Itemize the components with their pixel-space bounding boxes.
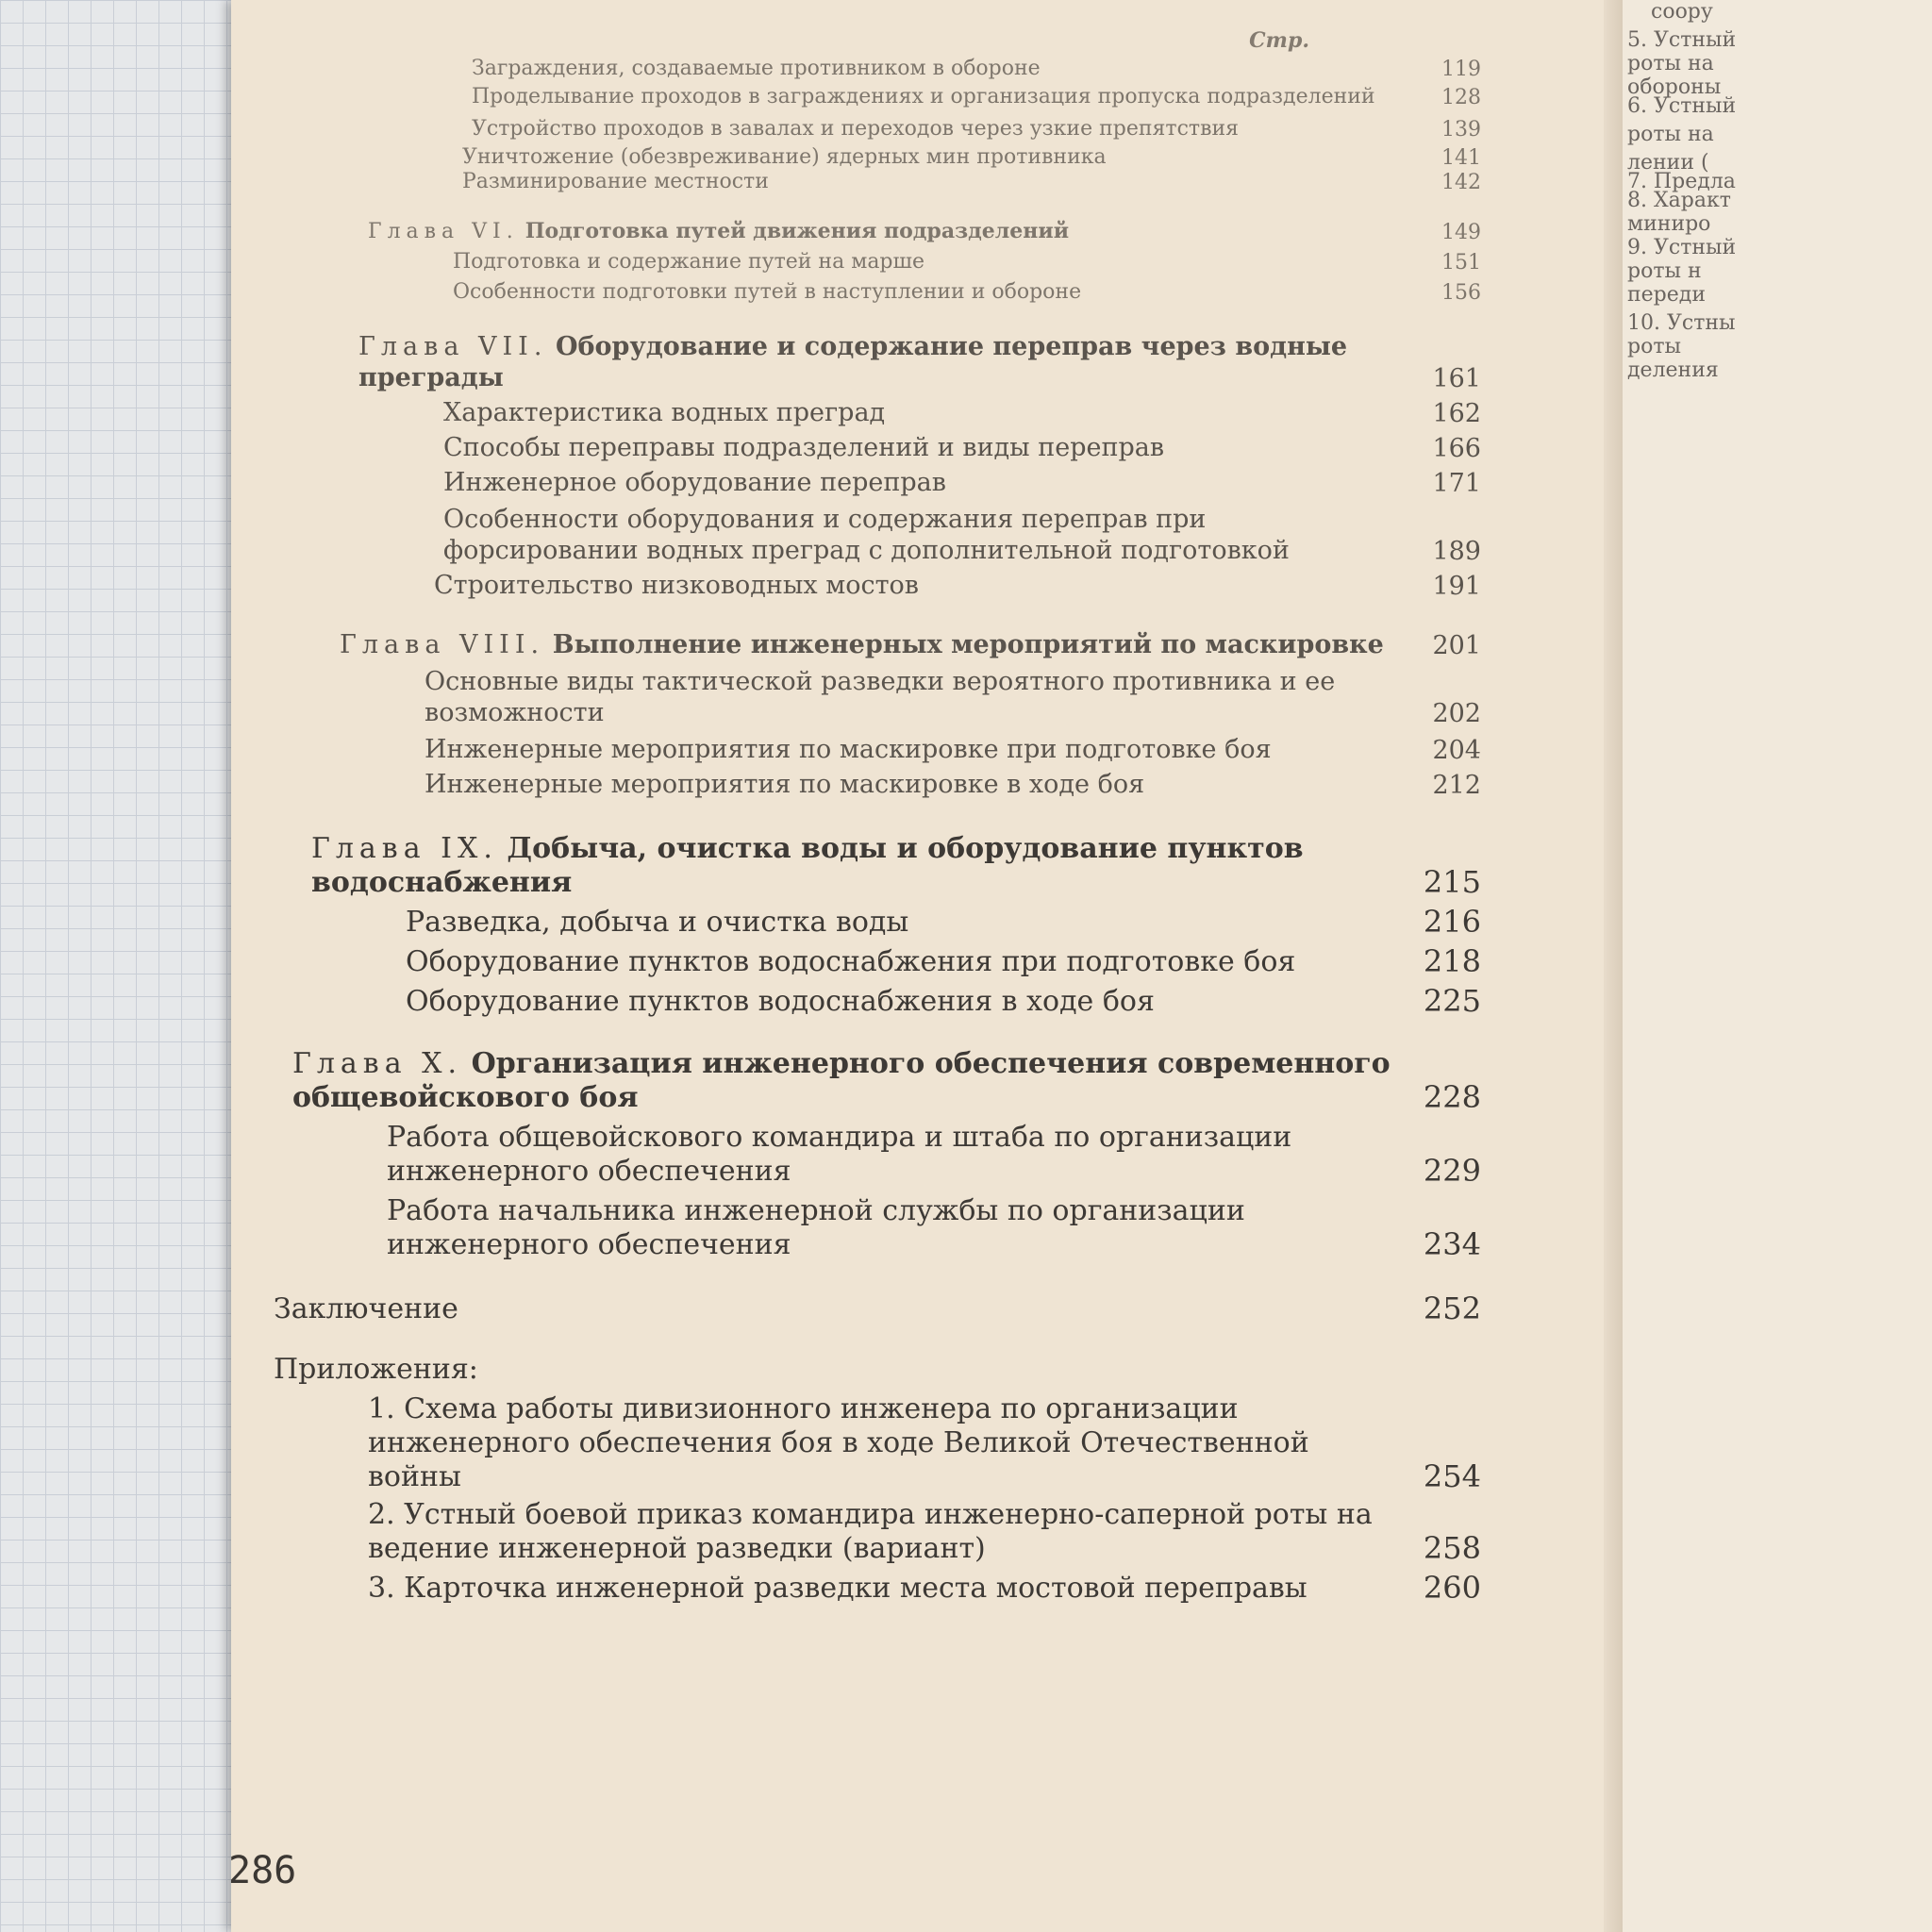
right-page-text: 10. Устны bbox=[1627, 311, 1736, 335]
right-page-text: роты на bbox=[1627, 123, 1714, 146]
toc-entry-text bbox=[453, 280, 1406, 305]
toc-entry-label: Строительство низководных мостов bbox=[434, 571, 919, 600]
right-page-text: деления bbox=[1627, 358, 1719, 382]
chapter-number: Глава VI. bbox=[368, 220, 519, 243]
toc-row bbox=[443, 504, 1481, 566]
right-page-text: лении ( bbox=[1627, 151, 1709, 175]
toc-entry-text bbox=[274, 1353, 1406, 1387]
chapter-title: Выполнение инженерных мероприятий по маскировке bbox=[552, 630, 1384, 659]
toc-entry-text bbox=[274, 1292, 1406, 1326]
toc-entry-text bbox=[387, 1121, 1406, 1189]
toc-entry-text bbox=[311, 832, 1406, 900]
toc-entry-text bbox=[472, 85, 1406, 109]
toc-page-number: 202 bbox=[1432, 699, 1481, 728]
toc-row bbox=[368, 1498, 1481, 1566]
toc-entry-text bbox=[462, 145, 1406, 170]
toc-entry-label: Оборудование пунктов водоснабжения в ходе боя bbox=[406, 985, 1155, 1018]
toc-row bbox=[462, 170, 1481, 194]
toc-row bbox=[406, 943, 1481, 979]
right-page-text: 9. Устный bbox=[1627, 236, 1737, 259]
toc-entry-label: Устройство проходов в завалах и переходов через узкие препятствия bbox=[472, 117, 1239, 141]
toc-entry-label: 2. Устный боевой приказ командира инженерно-саперной роты на ведение инженерной разведки (вариант) bbox=[368, 1498, 1373, 1565]
toc-entry-label: Разминирование местности bbox=[462, 170, 769, 193]
toc-page-number: 128 bbox=[1441, 86, 1481, 109]
right-page-text: переди bbox=[1627, 283, 1706, 307]
toc-entry-label: Характеристика водных преград bbox=[443, 398, 886, 427]
toc-row bbox=[434, 570, 1481, 601]
toc-chapter-row bbox=[358, 331, 1481, 393]
toc-entry-label: Уничтожение (обезвреживание) ядерных мин противника bbox=[462, 145, 1107, 169]
toc-entry-label: Проделывание проходов в заграждениях и организация пропуска подразделений bbox=[472, 85, 1375, 108]
toc-page-number: 119 bbox=[1441, 58, 1481, 81]
toc-page-number: 212 bbox=[1432, 771, 1481, 800]
toc-chapter-row bbox=[311, 832, 1481, 900]
toc-entry-text bbox=[462, 170, 1406, 194]
chapter-title: Добыча, очистка воды и оборудование пунктов водоснабжения bbox=[311, 832, 1304, 899]
toc-page-number: 234 bbox=[1423, 1226, 1481, 1262]
toc-entry-label: Особенности подготовки путей в наступлении и обороне bbox=[453, 280, 1082, 304]
toc-page-number: 218 bbox=[1423, 943, 1481, 979]
toc-row bbox=[453, 250, 1481, 275]
toc-entry-text bbox=[368, 1572, 1406, 1606]
chapter-title: Оборудование и содержание переправ через водные преграды bbox=[358, 332, 1348, 392]
toc-page-number: 162 bbox=[1432, 399, 1481, 428]
toc-page-number: 166 bbox=[1432, 434, 1481, 463]
toc-entry-text bbox=[368, 219, 1406, 244]
toc-page-number: 252 bbox=[1423, 1291, 1481, 1326]
toc-row bbox=[472, 85, 1481, 109]
right-page-text: 6. Устный bbox=[1627, 94, 1737, 118]
toc-row bbox=[425, 666, 1481, 728]
toc-entry-label: Работа начальника инженерной службы по организации инженерного обеспечения bbox=[387, 1194, 1245, 1261]
toc-entry-text bbox=[443, 504, 1406, 566]
right-page-text: 5. Устный bbox=[1627, 28, 1737, 52]
chapter-number: Глава VIII. bbox=[340, 630, 545, 659]
toc-row bbox=[453, 280, 1481, 305]
toc-entry-text bbox=[472, 117, 1406, 142]
toc-entry-label: Способы переправы подразделений и виды переправ bbox=[443, 433, 1165, 462]
toc-entry-label: Работа общевойскового командира и штаба по организации инженерного обеспечения bbox=[387, 1121, 1292, 1188]
toc-page-number: 228 bbox=[1423, 1079, 1481, 1115]
toc-entry-text bbox=[425, 734, 1406, 765]
toc-entry-label: Основные виды тактической разведки вероятного противника и ее возможности bbox=[425, 667, 1336, 727]
toc-entry-text bbox=[406, 985, 1406, 1019]
toc-row bbox=[387, 1121, 1481, 1189]
toc-page-number: 260 bbox=[1423, 1570, 1481, 1606]
toc-entry-label: 1. Схема работы дивизионного инженера по организации инженерного обеспечения боя в ходе Великой Отечественной войны bbox=[368, 1392, 1309, 1493]
toc-page-number: 258 bbox=[1423, 1530, 1481, 1566]
toc-row bbox=[462, 145, 1481, 170]
toc-row bbox=[368, 1392, 1481, 1494]
toc-page-number: 204 bbox=[1432, 736, 1481, 765]
toc-entry-text bbox=[406, 906, 1406, 940]
toc-entry-label: Заключение bbox=[274, 1292, 458, 1325]
toc-page-number: 225 bbox=[1423, 983, 1481, 1019]
toc-entry-label: Особенности оборудования и содержания переправ при форсировании водных преград с дополнительной подготовкой bbox=[443, 505, 1290, 565]
toc-page-number: 139 bbox=[1441, 118, 1481, 142]
toc-page-number: 171 bbox=[1432, 469, 1481, 498]
toc-page-number: 142 bbox=[1441, 171, 1481, 194]
page-column-label: Стр. bbox=[1249, 28, 1309, 53]
toc-entry-label: Инженерное оборудование переправ bbox=[443, 468, 946, 497]
toc-row bbox=[406, 904, 1481, 940]
chapter-number: Глава VII. bbox=[358, 332, 548, 361]
page-number: 286 bbox=[228, 1849, 297, 1892]
toc-chapter-row bbox=[368, 219, 1481, 244]
table-of-contents bbox=[274, 57, 1481, 1606]
chapter-number: Глава X. bbox=[292, 1047, 463, 1080]
right-page-text: обороны bbox=[1627, 75, 1722, 99]
toc-entry-label: Заграждения, создаваемые противником в обороне bbox=[472, 57, 1041, 80]
toc-entry-label: Приложения: bbox=[274, 1353, 478, 1386]
toc-entry-text bbox=[340, 629, 1406, 660]
right-page-text: миниро bbox=[1627, 212, 1711, 236]
toc-entry-text bbox=[406, 945, 1406, 979]
toc-page-number: 215 bbox=[1423, 864, 1481, 900]
toc-entry-text bbox=[387, 1194, 1406, 1262]
toc-row bbox=[472, 117, 1481, 142]
toc-row bbox=[425, 769, 1481, 800]
toc-page-number: 201 bbox=[1432, 631, 1481, 660]
toc-page-number: 141 bbox=[1441, 146, 1481, 170]
toc-entry-text bbox=[368, 1498, 1406, 1566]
toc-page-number: 191 bbox=[1432, 572, 1481, 601]
toc-page-number: 149 bbox=[1441, 221, 1481, 244]
toc-entry-text bbox=[443, 397, 1406, 428]
toc-entry-text bbox=[425, 666, 1406, 728]
right-page-text: соору bbox=[1651, 0, 1713, 24]
toc-chapter-row bbox=[274, 1291, 1481, 1326]
toc-row bbox=[443, 432, 1481, 463]
toc-chapter-row bbox=[274, 1353, 1481, 1387]
toc-entry-text bbox=[292, 1047, 1406, 1115]
toc-entry-text bbox=[368, 1392, 1406, 1494]
right-page-text: 7. Предла bbox=[1627, 170, 1736, 193]
toc-row bbox=[387, 1194, 1481, 1262]
toc-entry-text bbox=[358, 331, 1406, 393]
toc-page-number: 216 bbox=[1423, 904, 1481, 940]
toc-page-number: 189 bbox=[1432, 537, 1481, 566]
toc-entry-label: 3. Карточка инженерной разведки места мостовой переправы bbox=[368, 1572, 1307, 1605]
toc-chapter-row bbox=[340, 629, 1481, 660]
toc-entry-text bbox=[434, 570, 1406, 601]
toc-page-number: 161 bbox=[1432, 364, 1481, 393]
right-page-text: роты bbox=[1627, 335, 1682, 358]
toc-page-number: 229 bbox=[1423, 1153, 1481, 1189]
toc-entry-text bbox=[443, 467, 1406, 498]
toc-row bbox=[443, 397, 1481, 428]
toc-page-number: 254 bbox=[1423, 1458, 1481, 1494]
book-page-right bbox=[1623, 0, 1932, 1932]
toc-chapter-row bbox=[292, 1047, 1481, 1115]
toc-row bbox=[368, 1570, 1481, 1606]
right-page-text: роты на bbox=[1627, 52, 1714, 75]
right-page-text: 8. Характ bbox=[1627, 189, 1731, 212]
toc-entry-label: Инженерные мероприятия по маскировке при подготовке боя bbox=[425, 735, 1272, 764]
toc-row bbox=[406, 983, 1481, 1019]
toc-page-number: 156 bbox=[1441, 281, 1481, 305]
toc-entry-text bbox=[443, 432, 1406, 463]
toc-entry-label: Разведка, добыча и очистка воды bbox=[406, 906, 909, 939]
toc-row bbox=[472, 57, 1481, 81]
chapter-number: Глава IX. bbox=[311, 832, 498, 865]
toc-entry-text bbox=[472, 57, 1406, 81]
toc-entry-label: Оборудование пунктов водоснабжения при подготовке боя bbox=[406, 945, 1296, 978]
toc-row bbox=[425, 734, 1481, 765]
toc-entry-label: Инженерные мероприятия по маскировке в ходе боя bbox=[425, 770, 1145, 799]
toc-page-number: 151 bbox=[1441, 251, 1481, 275]
chapter-title: Подготовка путей движения подразделений bbox=[525, 219, 1070, 243]
toc-entry-label: Подготовка и содержание путей на марше bbox=[453, 250, 924, 274]
toc-row bbox=[443, 467, 1481, 498]
chapter-title: Организация инженерного обеспечения современного общевойскового боя bbox=[292, 1047, 1391, 1114]
right-page-text: роты н bbox=[1627, 259, 1702, 283]
toc-entry-text bbox=[453, 250, 1406, 275]
toc-entry-text bbox=[425, 769, 1406, 800]
